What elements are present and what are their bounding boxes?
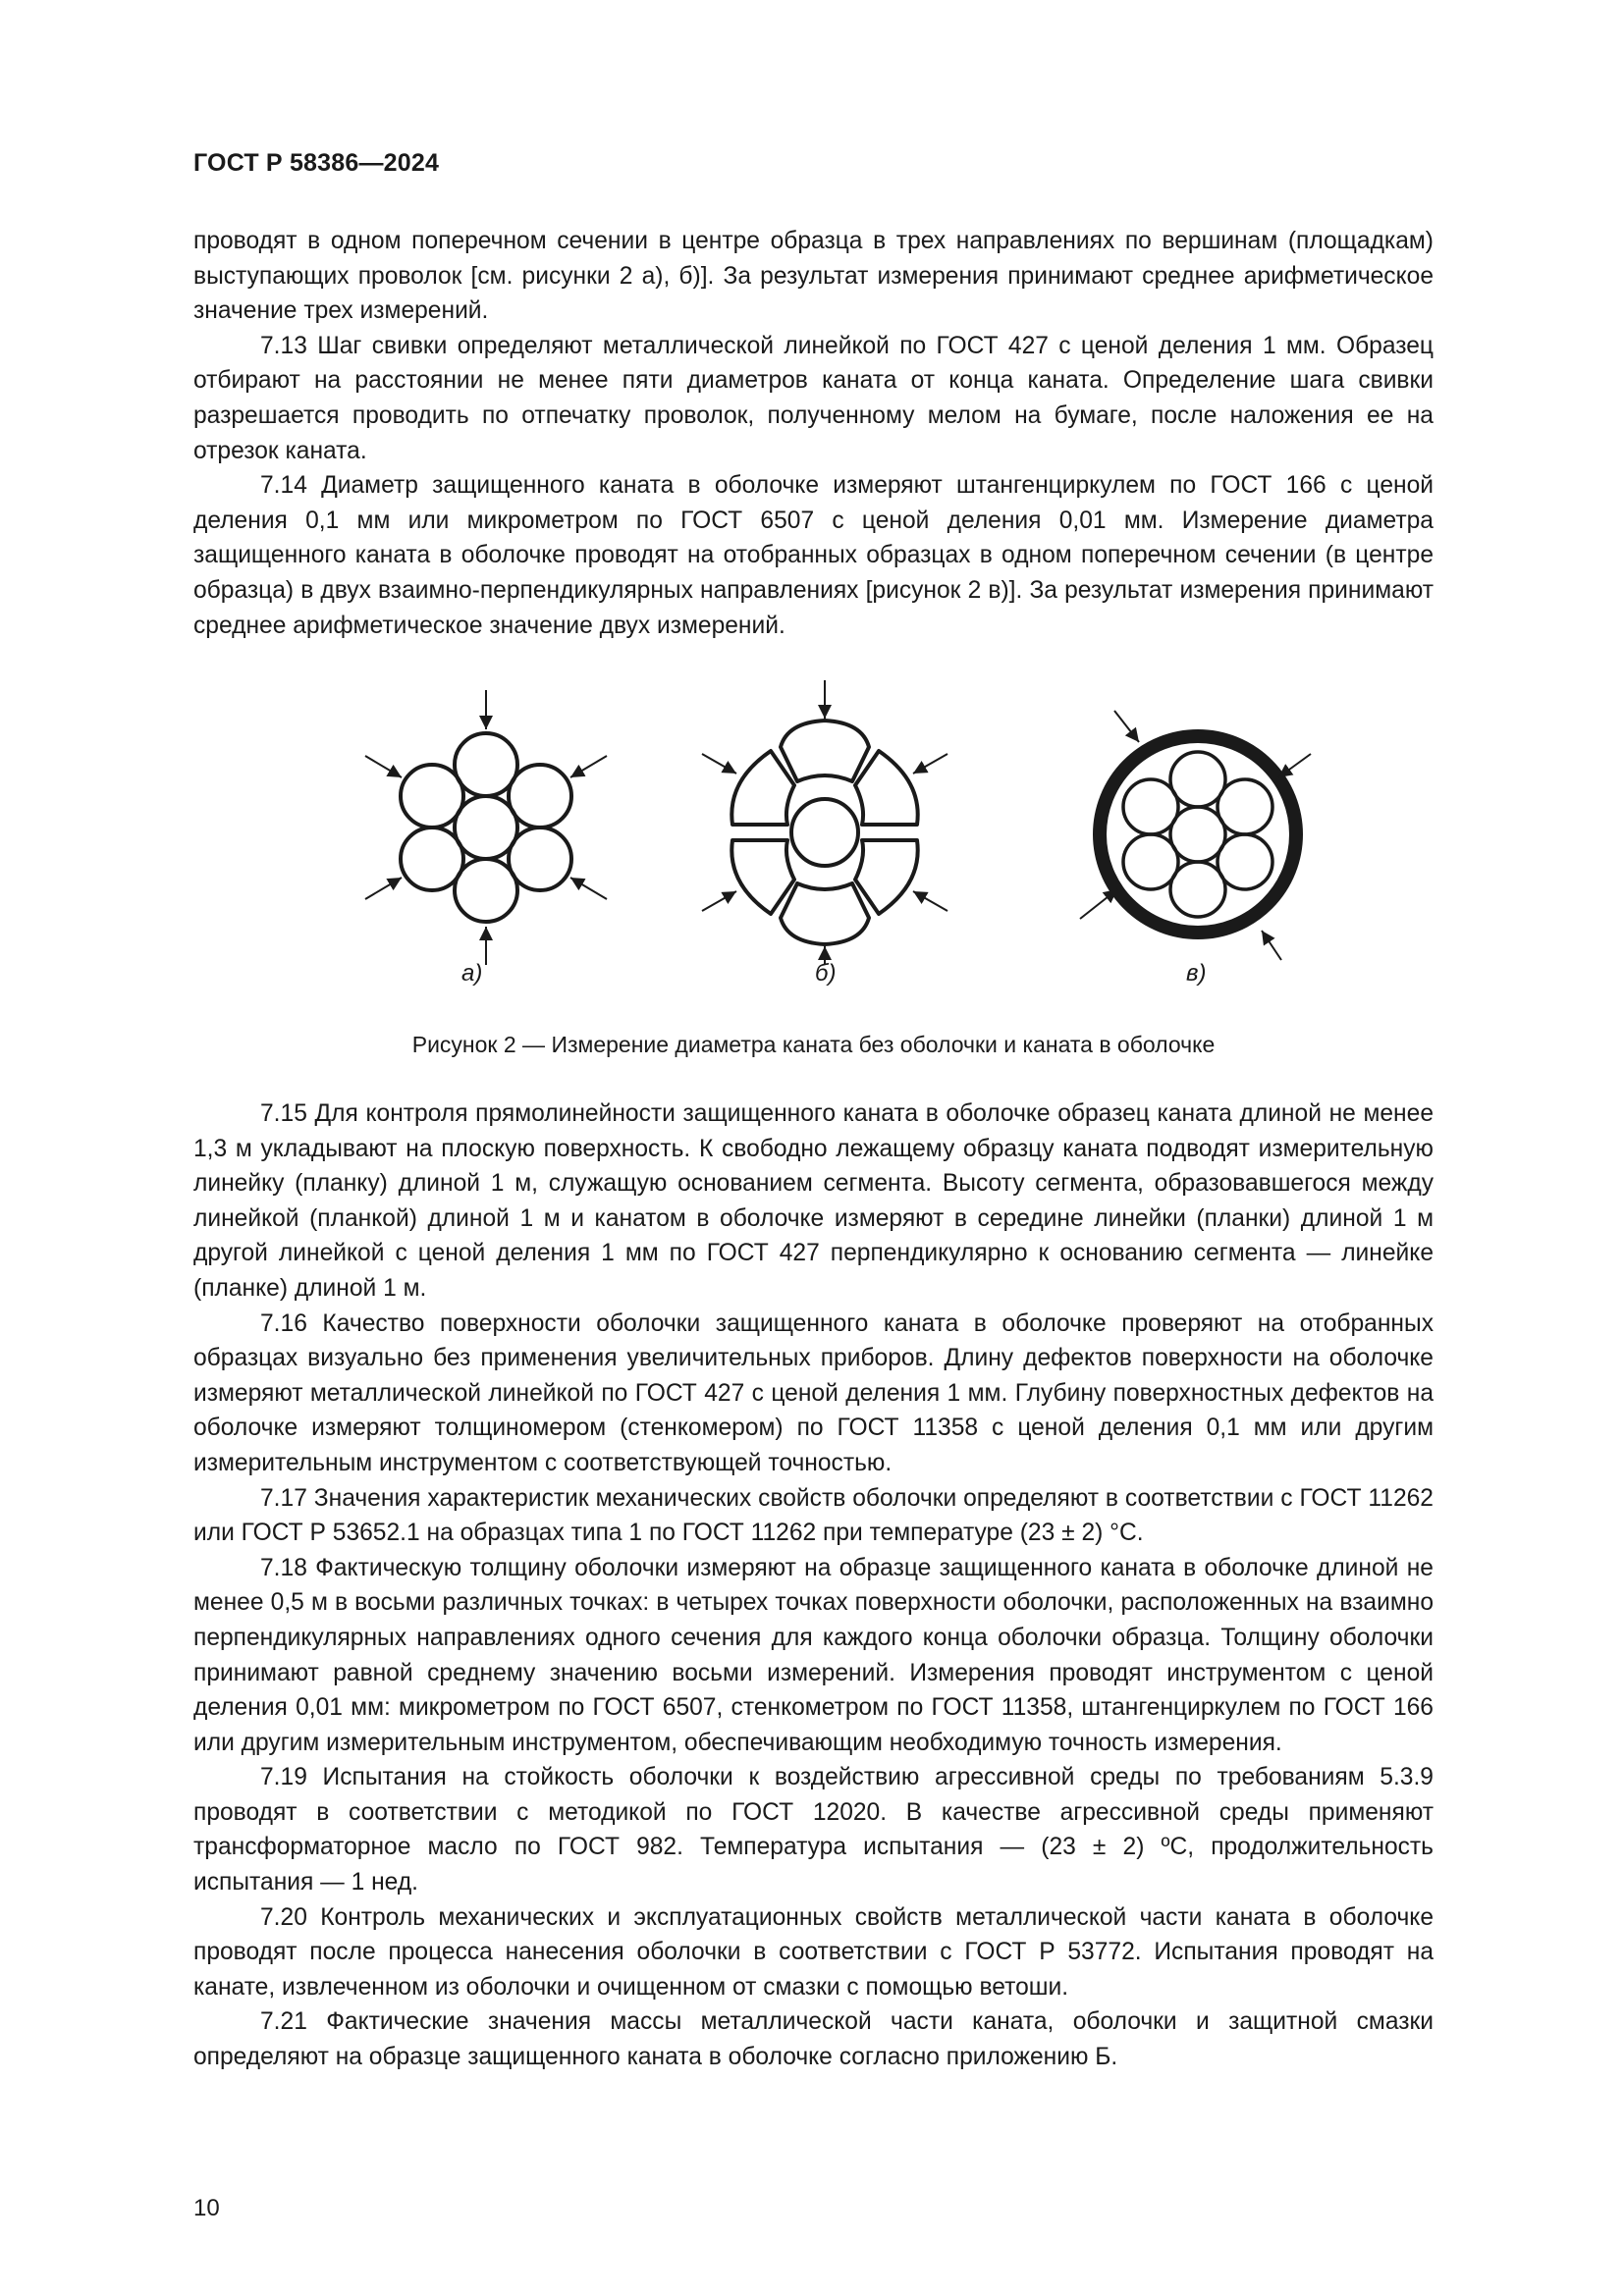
text-block-top: [193, 224, 1434, 643]
text-block-bottom: [193, 1096, 1434, 2075]
strand-diagram-a: [365, 690, 607, 965]
paragraph-7-14: 7.14 Диаметр защищенного каната в оболочке измеряют штангенциркулем по ГОСТ 166 с ценой деления 0,1 мм или микрометром по ГОСТ 6507 с ценой деления 0,01 мм. Измерение диаметра защищенного каната в оболочке проводят на отобранных образцах в одном поперечном сечении (в центре образца) в двух взаимно-перпендикулярных направлениях [рисунок 2 в)]. За результат измерения принимают среднее арифметическое значение двух измерений.: [193, 472, 1434, 639]
document-header: ГОСТ Р 58386—2024: [193, 149, 440, 177]
figure-2-drawing: [334, 675, 1316, 960]
figure-label-a: а): [461, 960, 483, 987]
figure-caption: Рисунок 2 — Измерение диаметра каната без оболочки и каната в оболочке: [411, 1032, 1216, 1057]
paragraph-7-13: 7.13 Шаг свивки определяют металлической линейкой по ГОСТ 427 с ценой деления 1 мм. Образец отбирают на расстоянии не менее пяти диаметров каната от конца каната. Определение шага свивки разрешается проводить по отпечатку проволок, полученному мелом на бумаге, после наложения ее на отрезок каната.: [193, 332, 1434, 464]
paragraph-7-18: 7.18 Фактическую толщину оболочки измеряют на образце защищенного каната в оболочке длиной не менее 0,5 м в восьми различных точках: в четырех точках поверхности оболочки, расположенных на взаимно перпендикулярных направлениях одного сечения для каждого конца оболочки образца. Толщину оболочки принимают равной среднему значению восьми измерений. Измерения проводят инструментом с ценой деления 0,01 мм: микрометром по ГОСТ 6507, стенкометром по ГОСТ 11358, штангенциркулем по ГОСТ 166 или другим измерительным инструментом, обеспечивающим необходимую точность измерения.: [193, 1554, 1434, 1756]
paragraph-7-16: 7.16 Качество поверхности оболочки защищенного каната в оболочке проверяют на отобранных образцах визуально без применения увеличительных приборов. Длину дефектов поверхности на оболочке измеряют металлической линейкой по ГОСТ 427 с ценой деления 1 мм. Глубину поверхностных дефектов на оболочке измеряют толщиномером (стенкомером) по ГОСТ 11358 с ценой деления 0,1 мм или другим измерительным инструментом с соответствующей точностью.: [193, 1309, 1434, 1476]
strand-diagram-b: [702, 680, 947, 965]
paragraph-7-21: 7.21 Фактические значения массы металлической части каната, оболочки и защитной смазки определяют на образце защищенного каната в оболочке согласно приложению Б.: [193, 2008, 1434, 2071]
paragraph-continuation: проводят в одном поперечном сечении в центре образца в трех направлениях по вершинам (площадкам) выступающих проволок [см. рисунки 2 а), б)]. За результат измерения принимают среднее арифметическое значение трех измерений.: [193, 228, 1434, 325]
paragraph-7-20: 7.20 Контроль механических и эксплуатационных свойств металлической части каната в оболочке проводят после процесса нанесения оболочки в соответствии с ГОСТ Р 53772. Испытания проводят на канате, извлеченном из оболочки и очищенном от смазки с помощью ветоши.: [193, 1903, 1434, 2001]
page-number: 10: [193, 2195, 220, 2221]
figure-label-b: б): [815, 960, 837, 987]
figure-label-c: в): [1186, 960, 1207, 987]
figure-2: [334, 675, 1316, 1009]
paragraph-7-19: 7.19 Испытания на стойкость оболочки к воздействию агрессивной среды по требованиям 5.3.9 проводят в соответствии с методикой по ГОСТ 12020. В качестве агрессивной среды применяют трансформаторное масло по ГОСТ 982. Температура испытания — (23 ± 2) ºС, продолжительность испытания — 1 нед.: [193, 1764, 1434, 1896]
paragraph-7-15: 7.15 Для контроля прямолинейности защищенного каната в оболочке образец каната длиной не менее 1,3 м укладывают на плоскую поверхность. К свободно лежащему образцу каната подводят измерительную линейку (планку) длиной 1 м, служащую основанием сегмента. Высоту сегмента, образовавшегося между линейкой (планкой) длиной 1 м и канатом в оболочке измеряют в середине линейки (планки) длиной 1 м другой линейкой с ценой деления 1 мм по ГОСТ 427 перпендикулярно к основанию сегмента — линейке (планке) длиной 1 м.: [193, 1100, 1434, 1302]
strand-diagram-c: [1080, 711, 1311, 960]
paragraph-7-17: 7.17 Значения характеристик механических свойств оболочки определяют в соответствии с ГОСТ 11262 или ГОСТ Р 53652.1 на образцах типа 1 по ГОСТ 11262 при температуре (23 ± 2) °С.: [193, 1484, 1434, 1547]
